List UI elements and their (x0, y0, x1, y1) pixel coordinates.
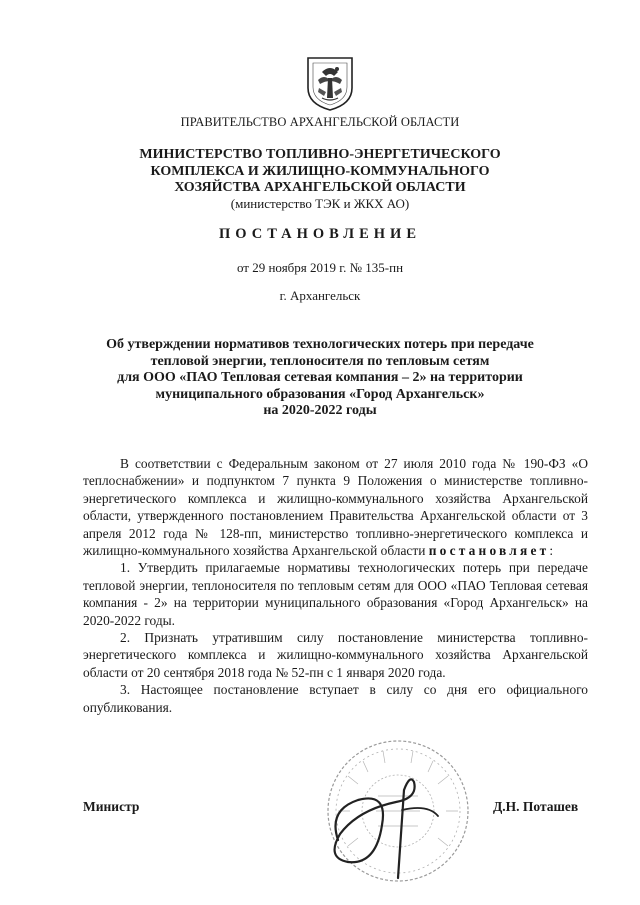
ministry-name-line: КОМПЛЕКСА И ЖИЛИЩНО-КОММУНАЛЬНОГО (150, 163, 490, 179)
signer-position: Министр (83, 799, 140, 814)
document-body (83, 455, 588, 716)
preamble-paragraph (83, 455, 588, 559)
coat-of-arms-icon (304, 54, 356, 112)
subject-line: для ООО «ПАО Тепловая сетевая компания – 2» на территории (117, 370, 523, 385)
item-paragraph: 1. Утвердить прилагаемые нормативы технологических потерь при передаче тепловой энергии, теплоносителя по тепловым сетям для ООО «ПАО Тепловая сетевая компания - 2» на территории муниципального образования «Город Архангельск» на 2020-2022 годы. (83, 560, 588, 628)
resolves-colon: : (549, 543, 554, 559)
subject-line: тепловой энергии, теплоносителя по тепловым сетям (150, 353, 490, 369)
document-date-number: от 29 ноября 2019 г. № 135-пн (236, 260, 404, 275)
ministry-name-line: ХОЗЯЙСТВА АРХАНГЕЛЬСКОЙ ОБЛАСТИ (174, 180, 466, 195)
preamble-text: В соответствии с Федеральным законом от 27 июля 2010 года № 190-ФЗ «О теплоснабжении» и подпунктом 7 пункта 9 Положения о министерстве топливно-энергетического комплекса и жилищно-коммунального хозяйства Архангельской области, утвержденного постановлением Правительства Архангельской области от 3 апреля 2012 года № 128-пп, министерство топливно-энергетического комплекса и жилищно-коммунального хозяйства Архангельской области (83, 456, 588, 559)
handwritten-signature-icon (318, 770, 458, 880)
document-city: г. Архангельск (279, 288, 361, 303)
subject-line: на 2020-2022 годы (263, 403, 377, 418)
ministry-name-line: МИНИСТЕРСТВО ТОПЛИВНО-ЭНЕРГЕТИЧЕСКОГО (139, 147, 501, 162)
ministry-short-name: (министерство ТЭК и ЖКХ АО) (230, 196, 410, 211)
government-name: ПРАВИТЕЛЬСТВО АРХАНГЕЛЬСКОЙ ОБЛАСТИ (180, 115, 460, 129)
subject-line: муниципального образования «Город Архангельск» (155, 386, 485, 402)
item-paragraph: 2. Признать утратившим силу постановление министерства топливно-энергетического комплекса и жилищно-коммунального хозяйства Архангельской области от 20 сентября 2018 года № 52-пн с 1 января 2020 года. (83, 630, 588, 680)
subject-line: Об утверждении нормативов технологических потерь при передаче (106, 337, 534, 352)
ministry-name (0, 147, 640, 197)
resolves-word: постановляет (428, 543, 550, 559)
item-paragraph: 3. Настоящее постановление вступает в силу со дня его официального опубликования. (83, 682, 588, 715)
document-subject (0, 337, 640, 420)
document-type: ПОСТАНОВЛЕНИЕ (218, 226, 421, 242)
signer-name: Д.Н. Поташев (493, 799, 579, 814)
